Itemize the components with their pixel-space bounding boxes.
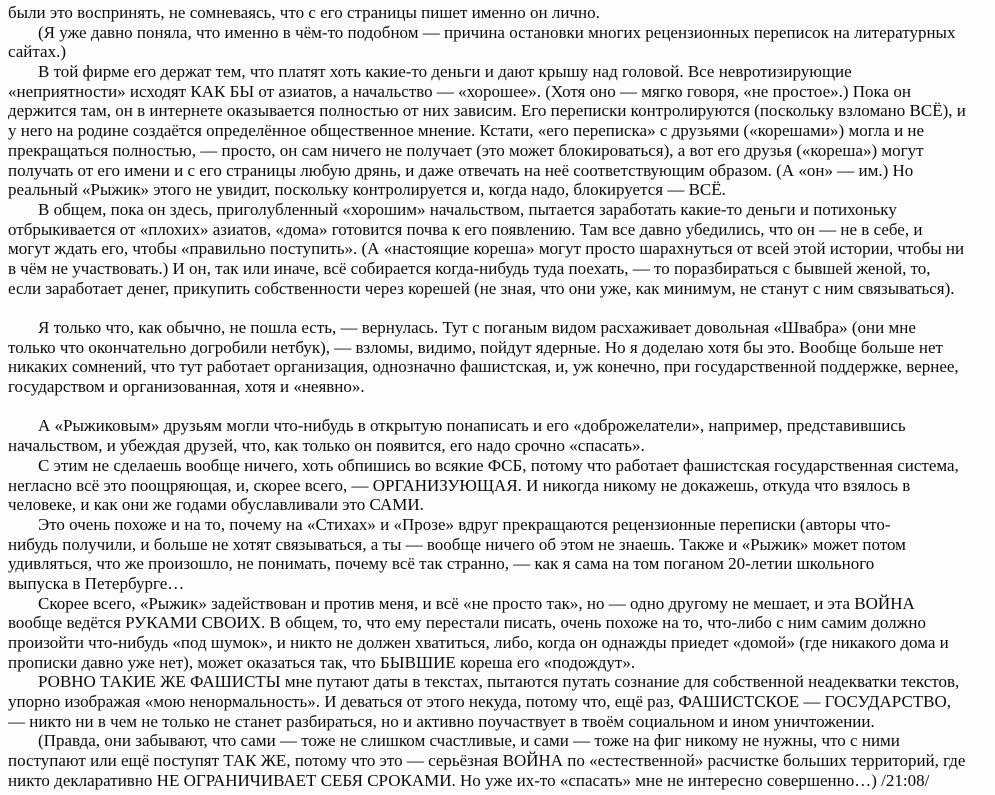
text-line: прекращаться полностью, — просто, он сам ничего не получает (это может блокироваться), а вот его друзья («кореша») могут xyxy=(8,140,924,160)
text-line: вообще ведётся РУКАМИ СВОИХ. В общем, то, что ему перестали писать, очень похоже на то, что-либо с ним самим должно xyxy=(8,613,927,633)
text-line: упорно изображая «мою ненормальность». И деваться от этого некуда, потому что, ещё раз, ФАШИСТСКОЕ — ГОСУДАРСТВО, xyxy=(8,692,952,712)
text-line: (Правда, они забывают, что сами — тоже не слишком счастливые, и сами — тоже на фиг никому не нужны, что с ними xyxy=(38,731,900,751)
text-line: начальством, и убеждая друзей, что, как только он появится, его надо срочно «спасать». xyxy=(8,436,645,456)
text-line: поступают или ещё поступят ТАК ЖЕ, потому что это — серьёзная ВОЙНА по «естественной» расчистке больших территорий, где xyxy=(8,751,966,771)
text-line: получать от его имени и с его страницы любую дрянь, и даже отвечать на неё соответствующим образом. (А «он» — им.) Но xyxy=(8,160,914,180)
text-line: РОВНО ТАКИЕ ЖЕ ФАШИСТЫ мне путают даты в текстах, пытаются путать сознание для собственной неадекватки текстов, xyxy=(38,672,960,692)
text-line: могут ждать его, чтобы «правильно поступить». (А «настоящие кореша» могут просто шарахнуться от всей этой истории, чтобы ни xyxy=(8,239,965,259)
text-line: держится там, он в интернете оказывается полностью от них зависим. Его переписки контролируются (поскольку взломано ВСЁ), и xyxy=(8,101,966,121)
text-line: сайтах.) xyxy=(8,42,66,62)
text-line: «неприятности» исходят КАК БЫ от азиатов, а начальство — «хорошее». (Хотя оно — мягко говоря, «не простое».) Пока он xyxy=(8,81,911,101)
text-line: у него на родине создаётся определённое общественное мнение. Кстати, «его переписка» с друзьями («корешами») могла и не xyxy=(8,121,925,141)
text-line: прописки давно уже нет), может оказаться так, что БЫВШИЕ кореша его «подождут». xyxy=(8,652,636,672)
text-line: удивляться, что же произошло, не понимать, почему всё так странно, — как я сама на том поганом 20-летии школьного xyxy=(8,554,875,574)
text-line: в чём не участвовать.) И он, так или иначе, всё собирается когда-нибудь туда поехать, — то поразбираться с бывшей женой, то, xyxy=(8,258,931,278)
text-line: А «Рыжиковым» друзьям могли что-нибудь в открытую понаписать и его «доброжелатели», например, представившись xyxy=(38,416,906,436)
text-line: выпуска в Петербурге… xyxy=(8,573,185,593)
document-body xyxy=(8,3,989,791)
blank-line xyxy=(8,298,989,318)
text-line: — никто ни в чем не только не станет разбираться, но и активно поучаствует в твоём социальном и ином уничтожении. xyxy=(8,711,875,731)
text-line: реальный «Рыжик» этого не увидит, поскольку контролируется и, когда надо, блокируется — ВСЁ. xyxy=(8,180,726,200)
text-line: произойти что-нибудь «под шумок», и никто не должен хватиться, либо, когда он однажды приедет «домой» (где никакого дома и xyxy=(8,633,949,652)
text-line: В общем, пока он здесь, приголубленный «хорошим» начальством, пытается заработать какие-то деньги и потихоньку xyxy=(38,199,897,219)
text-line: Я только что, как обычно, не пошла есть, — вернулась. Тут с поганым видом расхаживает довольная «Швабра» (они мне xyxy=(38,318,916,337)
text-line: если заработает денег, прикупить собственности через корешей (не зная, что они уже, как минимум, не станут с ним связываться). xyxy=(8,278,955,298)
text-line: никто декларативно НЕ ОГРАНИЧИВАЕТ СЕБЯ СРОКАМИ. Но уже их-то «спасать» мне не интересно совершенно…) /21:08/ xyxy=(8,770,930,790)
text-line: нибудь получили, и больше не хотят связываться, а ты — вообще ничего об этом не знаешь. Также и «Рыжик» может потом xyxy=(8,534,906,554)
text-line: отбрыкивается от «плохих» азиатов, «дома» готовится почва к его появлению. Там все давно убедились, что он — не в себе, и xyxy=(8,219,923,239)
text-line: В той фирме его держат тем, что платят хоть какие-то деньги и дают крышу над головой. Все невротизирующие xyxy=(38,62,852,82)
text-line: Скорее всего, «Рыжик» задействован и против меня, и всё «не просто так», но — одно другому не мешает, и эта ВОЙНА xyxy=(38,593,915,613)
text-line: только что окончательно догробили нетбук), — взломы, видимо, пойдут ядерные. Но я доделаю хотя бы это. Вообще больше нет xyxy=(8,337,943,357)
text-line: (Я уже давно поняла, что именно в чём-то подобном — причина остановки многих рецензионных переписок на литературных xyxy=(38,22,956,42)
text-line: были это воспринять, не сомневаясь, что с его страницы пишет именно он лично. xyxy=(8,3,600,22)
blank-line xyxy=(8,397,989,417)
text-line: государством и организованная, хотя и «неявно». xyxy=(8,377,365,397)
text-line: никаких сомнений, что тут работает организация, однозначно фашистская, и, уж конечно, при государственной поддержке, вернее, xyxy=(8,357,959,377)
text-line: С этим не сделаешь вообще ничего, хоть обпишись во всякие ФСБ, потому что работает фашистская государственная система, xyxy=(38,455,959,475)
text-line: негласно всё это поощряющая, и, скорее всего, — ОРГАНИЗУЮЩАЯ. И никогда никому не докажешь, откуда что взялось в xyxy=(8,475,911,495)
text-line: человеке, и как они же годами обуславливали это САМИ. xyxy=(8,495,424,515)
text-line: Это очень похоже и на то, почему на «Стихах» и «Прозе» вдруг прекращаются рецензионные переписки (авторы что- xyxy=(38,514,891,534)
